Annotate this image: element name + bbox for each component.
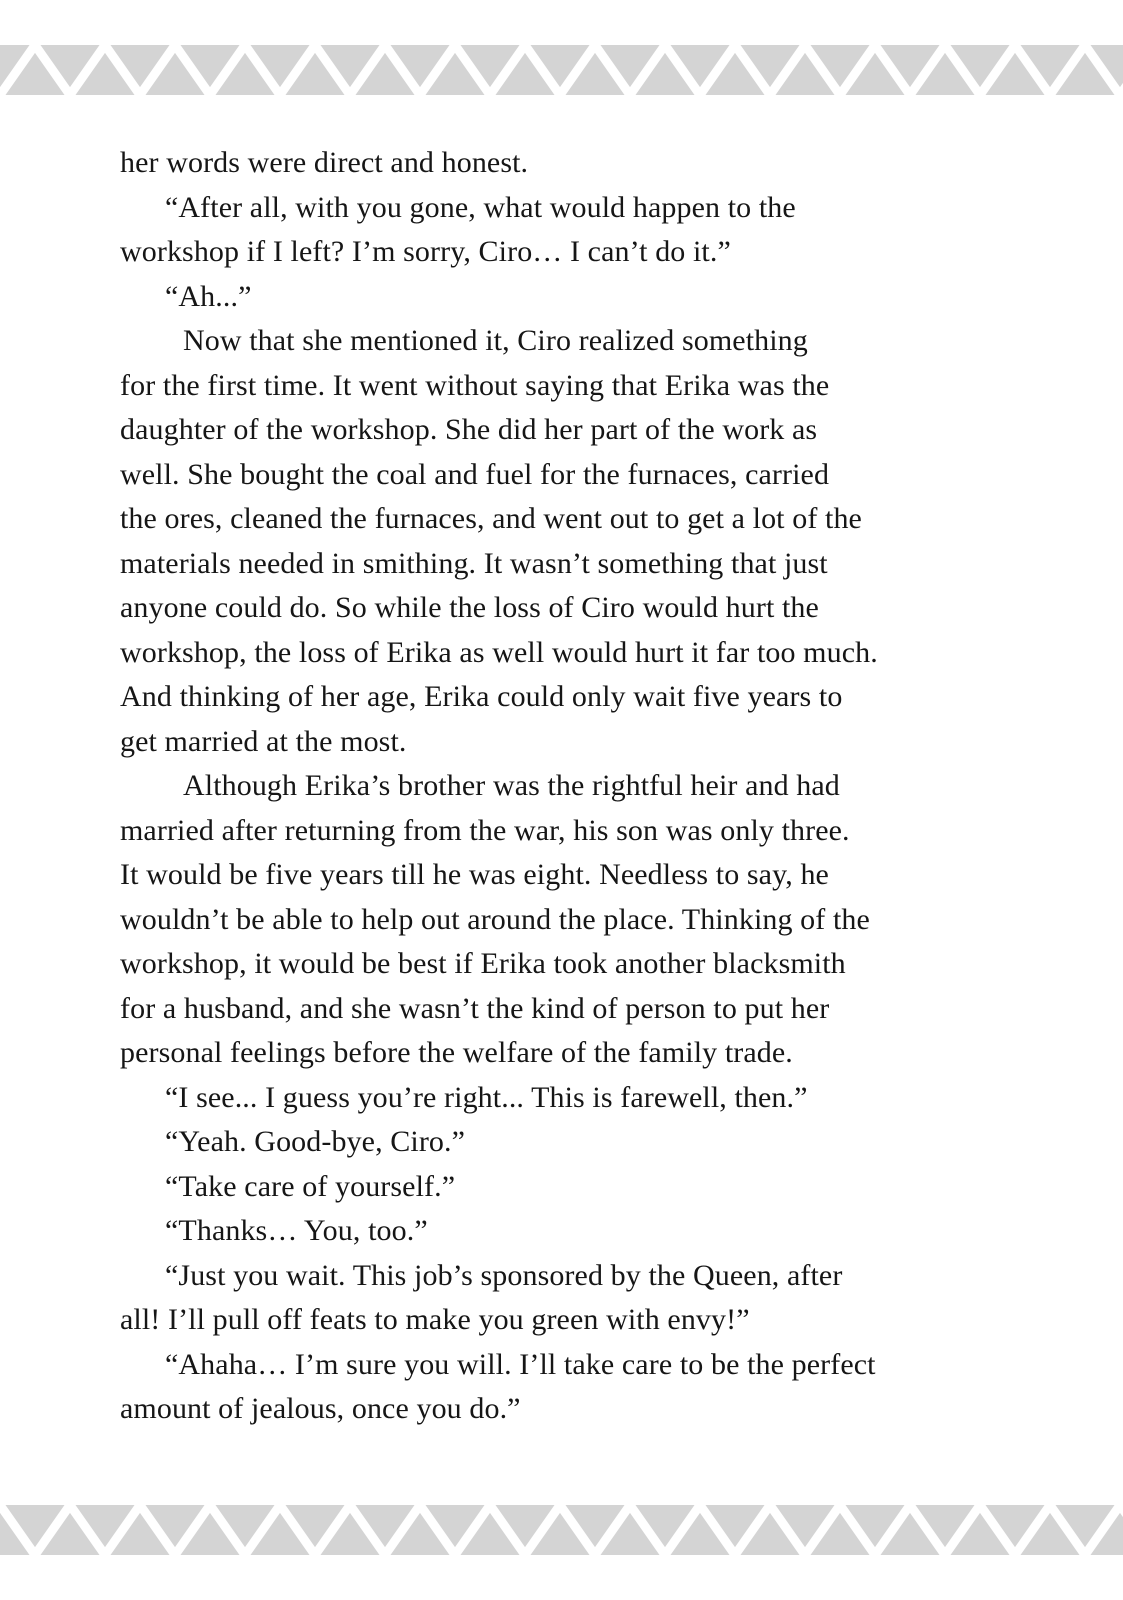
text-line: all! I’ll pull off feats to make you green with envy!” [120,1303,750,1336]
text-line: “I see... I guess you’re right... This is farewell, then.” [165,1080,808,1114]
text-line: “Ah...” [165,279,252,313]
text-line: And thinking of her age, Erika could only wait five years to [120,680,843,713]
text-line: the ores, cleaned the furnaces, and went out to get a lot of the [120,502,862,535]
text-line: It would be five years till he was eight. Needless to say, he [120,858,829,891]
text-line: workshop, the loss of Erika as well would hurt it far too much. [120,635,878,669]
text-line: for a husband, and she wasn’t the kind of person to put her [120,991,830,1025]
text-line: “Just you wait. This job’s sponsored by the Queen, after [165,1258,843,1292]
text-line: “Yeah. Good-bye, Ciro.” [165,1125,466,1158]
page-text [120,141,1012,1432]
text-line: Now that she mentioned it, Ciro realized something [183,324,808,357]
text-line: Although Erika’s brother was the rightful heir and had [183,769,840,802]
text-line: for the first time. It went without saying that Erika was the [120,368,830,402]
text-line: personal feelings before the welfare of the family trade. [120,1036,793,1069]
text-line: well. She bought the coal and fuel for the furnaces, carried [120,457,830,491]
text-line: “Take care of yourself.” [165,1169,456,1203]
text-line: workshop if I left? I’m sorry, Ciro… I can’t do it.” [120,235,731,268]
text-line: daughter of the workshop. She did her part of the work as [120,413,818,446]
text-line: materials needed in smithing. It wasn’t something that just [120,546,828,580]
text-line: married after returning from the war, his son was only three. [120,813,850,847]
text-line: wouldn’t be able to help out around the place. Thinking of the [120,902,870,936]
text-line: amount of jealous, once you do.” [120,1392,521,1425]
zigzag-border-bottom [0,1505,1123,1555]
text-line: get married at the most. [120,724,407,758]
text-line: workshop, it would be best if Erika took another blacksmith [120,947,846,980]
text-line: her words were direct and honest. [120,146,529,179]
text-line: anyone could do. So while the loss of Ciro would hurt the [120,591,819,624]
zigzag-border-top [0,45,1123,95]
text-line: “Ahaha… I’m sure you will. I’ll take care to be the perfect [165,1347,876,1381]
text-line: “After all, with you gone, what would happen to the [165,190,796,224]
text-line: “Thanks… You, too.” [165,1214,428,1247]
